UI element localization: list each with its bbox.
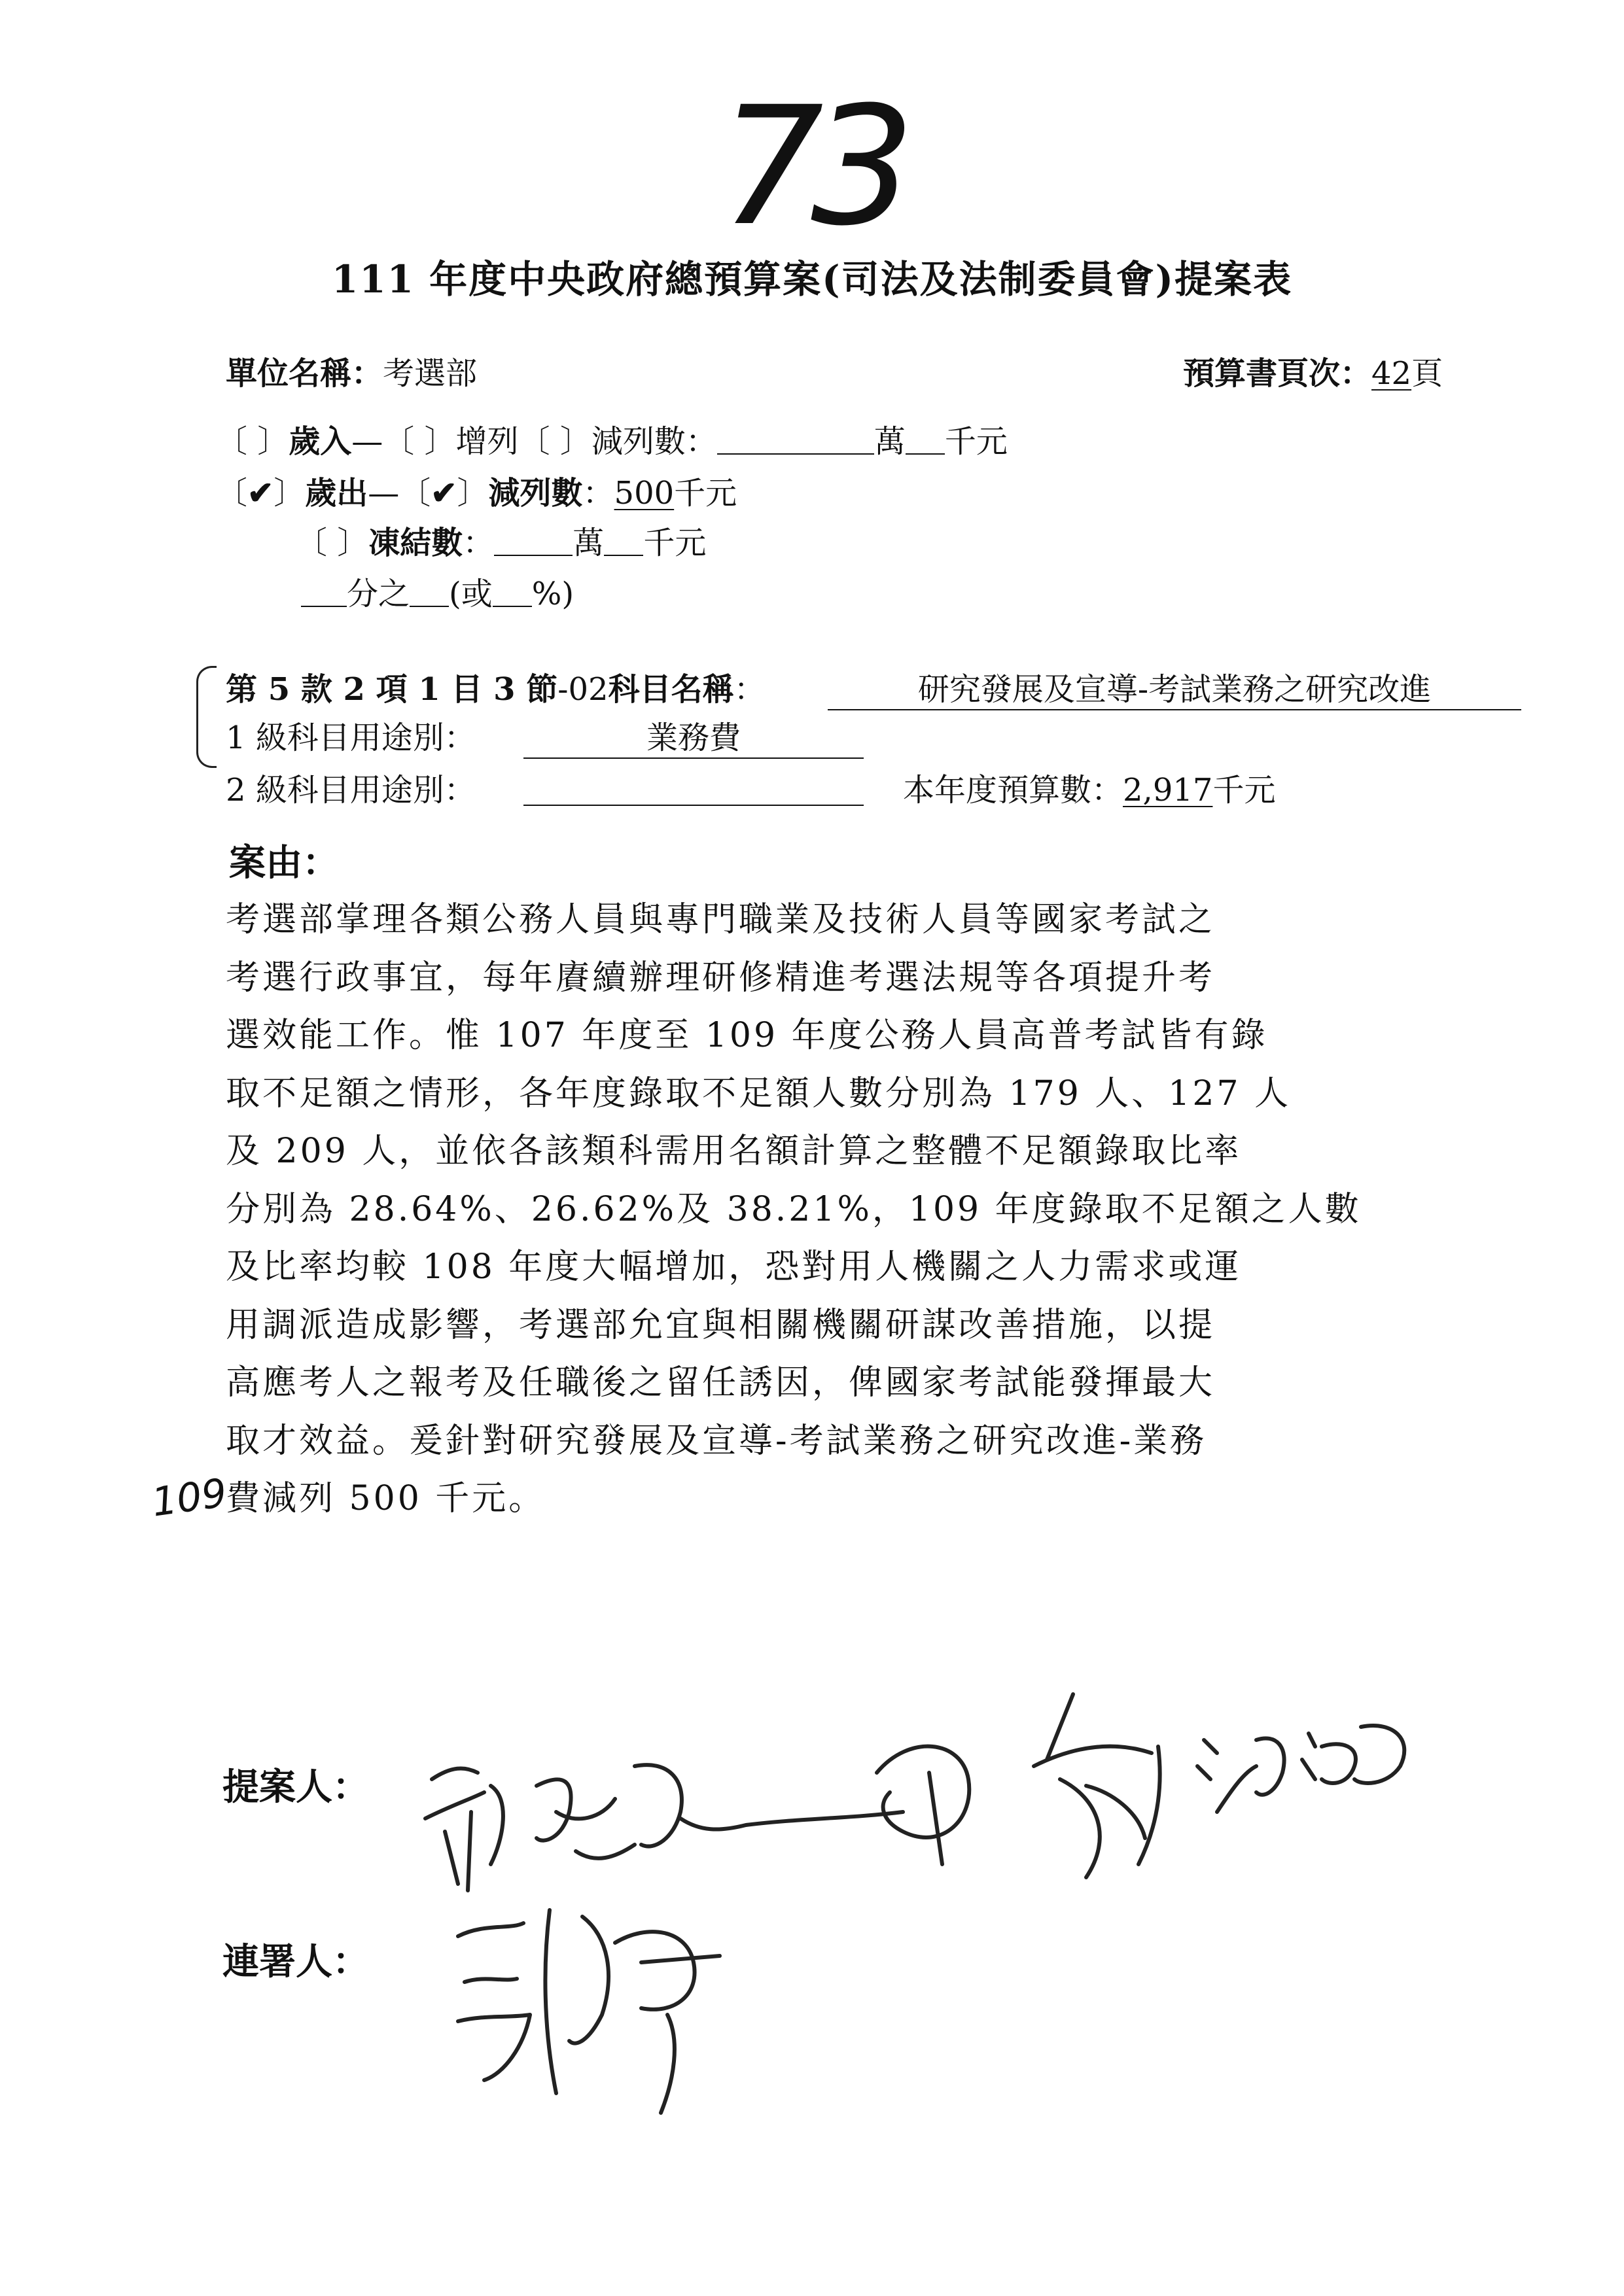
expense-amount: 500 — [614, 475, 675, 512]
expense-decrease-label: 減列數 — [488, 475, 583, 512]
percent-label: %) — [531, 576, 574, 612]
reason-line: 及比率均較 108 年度大幅增加，恐對用人機關之人力需求或運 — [226, 1247, 1242, 1287]
reason-line: 分別為 28.64%、26.62%及 38.21%，109 年度錄取不足額之人數 — [226, 1189, 1362, 1229]
proposer-label: 提案人： — [222, 1765, 369, 1809]
reason-body — [226, 891, 1423, 1528]
expense-bracket-close: 〕 — [274, 475, 306, 512]
level1-row — [226, 722, 476, 754]
reason-line: 選效能工作。惟 107 年度至 109 年度公務人員高普考試皆有錄 — [226, 1016, 1268, 1055]
page-title: 111 年度中央政府總預算案(司法及法制委員會)提案表 — [331, 257, 1293, 302]
frozen-wan-blank — [494, 529, 573, 556]
level2-row — [226, 772, 476, 809]
reason-line: 及 209 人，並依各該類科需用名額計算之整體不足額錄取比率 — [226, 1132, 1242, 1171]
frozen-qian-blank — [604, 529, 643, 556]
account-bracket — [196, 666, 217, 768]
reason-line: 高應考人之報考及任職後之留任誘因，俾國家考試能發揮最大 — [226, 1363, 1216, 1402]
annual-budget-row — [903, 772, 1276, 809]
signature-scribble — [445, 1884, 785, 2132]
fraction-line — [301, 578, 574, 610]
budget-page-value: 42 — [1371, 355, 1412, 392]
account-code: -02 — [557, 671, 609, 708]
revenue-line — [216, 423, 1008, 460]
reason-line: 取才效益。爰針對研究發展及宣導-考試業務之研究改進-業務 — [226, 1421, 1207, 1461]
account-name-field — [828, 671, 1521, 710]
check-icon: ✔ — [431, 475, 457, 512]
cosigner-label: 連署人： — [222, 1940, 369, 1983]
reason-line: 費減列 500 千元。 — [226, 1479, 546, 1518]
frozen-colon: ： — [463, 525, 495, 561]
annual-budget-unit: 千元 — [1212, 772, 1276, 809]
account-name-value: 研究發展及宣導-考試業務之研究改進 — [917, 671, 1432, 708]
revenue-checkbox: 〔 〕 — [216, 423, 289, 460]
margin-note-handwritten: 109 — [149, 1470, 230, 1526]
frozen-qian-unit: 千元 — [643, 525, 707, 561]
cosigner-signature — [445, 1884, 785, 2135]
annual-budget-value: 2,917 — [1123, 772, 1213, 809]
revenue-decrease-checkbox: 〔 〕 — [518, 423, 591, 460]
reason-line: 考選行政事宜，每年賡續辦理研修精進考選法規等各項提升考 — [226, 958, 1216, 998]
reason-line: 取不足額之情形，各年度錄取不足額人數分別為 179 人、127 人 — [226, 1073, 1292, 1113]
level1-value: 業務費 — [646, 720, 741, 756]
reason-line: 考選部掌理各類公務人員與專門職業及技術人員等國家考試之 — [226, 900, 1216, 939]
unit-label: 單位名稱： — [226, 355, 383, 392]
page-number-handwritten: 73 — [720, 71, 902, 262]
budget-page-suffix: 頁 — [1411, 355, 1443, 392]
fraction-or-label: (或 — [449, 576, 493, 612]
proposer-signature — [406, 1668, 1426, 1906]
account-row — [226, 671, 766, 708]
revenue-qian-unit: 千元 — [944, 423, 1008, 460]
account-colon: ： — [733, 671, 766, 708]
revenue-label: 歲入 — [289, 423, 352, 460]
frozen-line — [296, 527, 706, 559]
budget-page-label: 預算書頁次： — [1183, 355, 1372, 392]
fraction-numerator-blank — [410, 580, 449, 607]
frozen-label: 凍結數 — [368, 525, 463, 561]
frozen-wan-unit: 萬 — [573, 525, 605, 561]
revenue-decrease-label: 減列數： — [591, 423, 717, 460]
expense-bracket-open: 〔 — [216, 475, 248, 512]
account-name-label: 科目名稱 — [608, 671, 734, 708]
level2-label: 2 級科目用途別： — [226, 772, 476, 809]
expense-decrease-bracket-close: 〕 — [457, 475, 489, 512]
level2-field — [523, 805, 864, 806]
unit-value: 考選部 — [383, 355, 478, 392]
reason-label: 案由： — [229, 841, 339, 884]
budget-page-row — [1183, 355, 1443, 392]
frozen-checkbox: 〔 〕 — [296, 525, 369, 561]
expense-decrease-bracket-open: —〔 — [368, 475, 431, 512]
expense-line — [216, 475, 737, 512]
check-icon: ✔ — [247, 475, 274, 512]
signature-scribble — [406, 1668, 1426, 1904]
revenue-wan-blank — [717, 427, 874, 455]
fraction-denominator-blank — [301, 580, 347, 607]
revenue-increase-label: 增列 — [455, 423, 519, 460]
account-section: 第 5 款 2 項 1 目 3 節 — [226, 671, 558, 708]
expense-colon: ： — [582, 475, 614, 512]
expense-unit: 千元 — [674, 475, 737, 512]
unit-row — [226, 355, 478, 392]
fraction-label: 分之 — [347, 576, 410, 612]
level1-field — [523, 722, 864, 759]
revenue-wan-unit: 萬 — [874, 423, 906, 460]
expense-label: 歲出 — [305, 475, 368, 512]
reason-line: 用調派造成影響，考選部允宜與相關機關研謀改善措施，以提 — [226, 1305, 1216, 1345]
percent-blank — [493, 580, 532, 607]
annual-budget-label: 本年度預算數： — [903, 772, 1123, 809]
revenue-qian-blank — [906, 427, 945, 455]
revenue-increase-checkbox: —〔 〕 — [351, 423, 456, 460]
level1-label: 1 級科目用途別： — [226, 720, 476, 756]
